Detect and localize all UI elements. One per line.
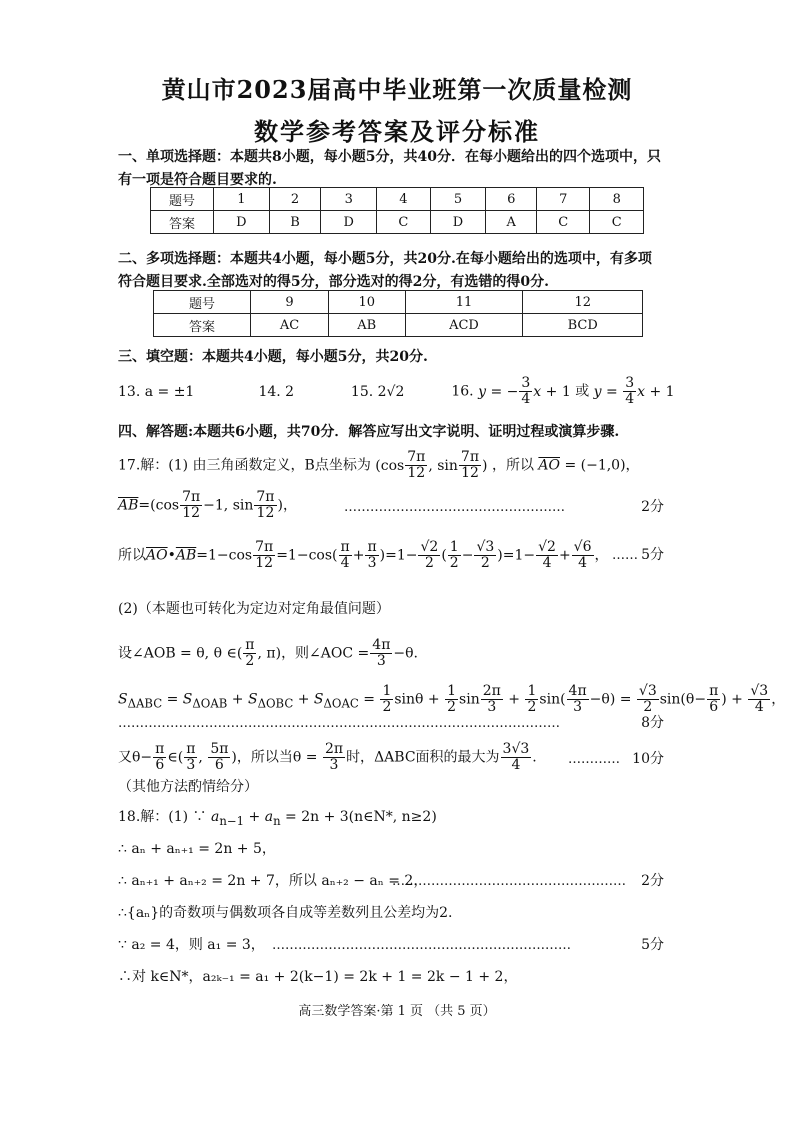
score-8: 8分 xyxy=(641,715,664,731)
page-footer: 高三数学答案·第 1 页 （共 5 页） xyxy=(298,1004,496,1019)
table-cell: C xyxy=(377,211,430,234)
answer-16-label: 16. xyxy=(451,383,474,400)
table-cell: D xyxy=(430,211,486,234)
section-2-heading-text: 二、多项选择题：本题共4小题，每小题5分，共20分.在每小题给出的选项中，有多项 xyxy=(118,251,652,267)
answer-15: 15. 2√2 xyxy=(350,383,405,400)
table-cell: 1 xyxy=(214,188,270,211)
section-2-heading-cont: 符合题目要求.全部选对的得5分，部分选对的得2分，有选错的得0分. xyxy=(118,274,549,290)
table-cell: 6 xyxy=(486,188,537,211)
problem-17-when: 时， xyxy=(346,749,375,766)
section-4-heading xyxy=(118,421,619,441)
dot-leader: …………………………………………… xyxy=(344,500,565,515)
section-1-answer-table xyxy=(150,187,644,234)
problem-18-line-4: ∴{aₙ}的奇数项与偶数项各自成等差数列且公差均为2. xyxy=(118,905,453,921)
problem-17-then: ，则∠AOC = xyxy=(281,645,370,662)
problem-17-other-methods: （其他方法酌情给分） xyxy=(118,779,258,795)
problem-18-intro: 18.解：(1) ∵ xyxy=(118,809,207,825)
problem-17-you: 又 xyxy=(118,749,132,766)
problem-18-line-6: ∴对 k∈N*，a₂ₖ₋₁ = a₁ + 2(k−1) = 2k + 1 = 2k − 1 + 2， xyxy=(118,969,518,985)
answer-16-expr-1: y = − $\frac{3}{4}$ x + 1 xyxy=(478,375,571,407)
problem-17-sowhen: ，所以当 xyxy=(236,749,293,766)
problem-17-line-1 xyxy=(118,450,640,481)
table-cell: BCD xyxy=(523,314,643,337)
problem-17-intro: 17.解：(1) 由三角函数定义，B点坐标为 xyxy=(118,457,371,474)
problem-17-line-7: 又θ− $\frac{\pi}{6}$ ∈( $\frac{\pi}{3}$ , $\frac{5\pi}{6}$ )，所以当θ = $\frac{2\pi}{3}$ 时，ΔABC面积的最大为 $\frac{3√3}{4}$ . xyxy=(118,741,537,773)
problem-18-line-1: 18.解：(1) ∵ $a_{n-1} + a_n = 2n$ + 3(n∈N*, n≥2) xyxy=(118,809,437,828)
table-cell: ACD xyxy=(405,314,523,337)
table-cell: 题号 xyxy=(154,291,251,314)
vector-ao-value: = (−1,0)， xyxy=(564,457,640,474)
answer-16-expr-2: y = $\frac{3}{4}$ x + 1 xyxy=(593,375,675,407)
point-b-coords: (cos $\frac{7\pi}{12}$ , sin $\frac{7\pi}{12}$ ) xyxy=(375,449,488,481)
table-cell: 5 xyxy=(430,188,486,211)
table-cell: 7 xyxy=(537,188,590,211)
score-5: 5分 xyxy=(641,547,664,563)
section-2-heading xyxy=(118,248,688,294)
table-cell: 题号 xyxy=(151,188,214,211)
table-cell: AB xyxy=(329,314,406,337)
dot-leader: …………………………………………………………… xyxy=(272,938,571,953)
dot-leader: …… xyxy=(612,548,638,563)
problem-17-area-formula: $S_{\Delta ABC} = S_{\Delta OAB} + S_{\Delta OBC} + S_{\Delta OAC}$ = $\frac{1}{2}$ sinθ + $\frac{1}{2}$ sin $\frac{2\pi}{3}$ + $\frac{1}{2}$ sin( $\frac{4\pi}{3}$ −θ) = $\frac{√3}{2}$ sin(θ− $\frac{\pi}{6}$ ) + $\frac{√3}{4}$ ， xyxy=(118,683,786,715)
table-cell: D xyxy=(321,211,377,234)
problem-18-line-5: ∵ a₂ = 4，则 a₁ = 3， xyxy=(118,937,265,953)
table-cell: 9 xyxy=(251,291,329,314)
table-cell: 10 xyxy=(329,291,406,314)
problem-17-line-2: $\overline{AB}=(\cos$ $\frac{7\pi}{12}$ −1, sin $\frac{7\pi}{12}$ )， xyxy=(118,489,297,521)
fill-in-answers xyxy=(118,376,675,407)
vector-ao: $\overline{AO}$ xyxy=(538,457,560,474)
problem-17-set: 设∠AOB = θ, θ ∈ xyxy=(118,645,237,662)
score-10: 10分 xyxy=(632,751,664,767)
problem-18-line-2: ∴ aₙ + aₙ₊₁ = 2n + 5， xyxy=(118,841,276,857)
table-row xyxy=(154,314,643,337)
dot-leader: ………………………………………………………………………………………… xyxy=(118,716,560,731)
section-3-heading xyxy=(118,346,428,366)
table-row xyxy=(154,291,643,314)
table-cell: 答案 xyxy=(151,211,214,234)
table-cell: B xyxy=(269,211,321,234)
score-2b: 2分 xyxy=(641,873,664,889)
table-cell: D xyxy=(214,211,270,234)
table-cell: 2 xyxy=(269,188,321,211)
problem-18-line-3: ∴ aₙ₊₁ + aₙ₊₂ = 2n + 7，所以 aₙ₊₂ − aₙ = 2， xyxy=(118,873,428,889)
table-row xyxy=(151,188,644,211)
score-2: 2分 xyxy=(641,499,664,515)
table-cell: C xyxy=(590,211,644,234)
answer-16-or: 或 xyxy=(575,383,590,400)
problem-17-so: ，所以 xyxy=(491,457,534,474)
table-cell: 11 xyxy=(405,291,523,314)
table-cell: AC xyxy=(251,314,329,337)
section-4-heading-text: 四、解答题:本题共6小题，共70分．解答应写出文字说明、证明过程或演算步骤. xyxy=(118,424,620,440)
table-cell: 答案 xyxy=(154,314,251,337)
answer-14: 14. 2 xyxy=(258,383,295,400)
document-title: 黄山市2023届高中毕业班第一次质量检测 xyxy=(161,75,633,104)
section-1-heading-cont: 有一项是符合题目要求的. xyxy=(118,172,277,188)
table-cell: A xyxy=(486,211,537,234)
answer-13: 13. a = ±1 xyxy=(118,383,195,400)
document-subtitle: 数学参考答案及评分标准 xyxy=(254,117,540,146)
problem-18-cond: = 2n + 3(n∈N*, n≥2) xyxy=(285,809,437,825)
table-cell: 12 xyxy=(523,291,643,314)
section-1-heading xyxy=(118,146,688,192)
table-cell: C xyxy=(537,211,590,234)
score-5b: 5分 xyxy=(641,937,664,953)
section-1-heading-text: 一、单项选择题：本题共8小题，每小题5分，共40分．在每小题给出的四个选项中，只 xyxy=(118,149,661,165)
table-cell: 3 xyxy=(321,188,377,211)
table-row xyxy=(151,211,644,234)
table-cell: 4 xyxy=(377,188,430,211)
dot-leader: ……………………………………………… xyxy=(392,874,626,889)
problem-17-suoyi: 所以 xyxy=(118,547,146,564)
dot-leader: ………… xyxy=(568,752,620,767)
table-cell: 8 xyxy=(590,188,644,211)
problem-17-part-2: (2)（本题也可转化为定边对定角最值问题） xyxy=(118,601,390,617)
problem-17-line-5: 设∠AOB = θ, θ ∈( $\frac{\pi}{2}$ , π)，则∠AOC = $\frac{4\pi}{3}$ −θ. xyxy=(118,637,418,669)
section-2-answer-table xyxy=(153,290,643,337)
problem-17-max: ΔABC面积的最大为 xyxy=(374,749,500,766)
vector-ab: $\overline{AB}$ xyxy=(118,497,139,514)
section-3-heading-text: 三、填空题：本题共4小题，每小题5分，共20分. xyxy=(118,349,428,365)
problem-17-line-3: 所以$\overline{AO}•\overline{AB}=1-\cos$ $\frac{7\pi}{12}$ =1−cos( $\frac{\pi}{4}$ + $\frac{\pi}{3}$ )=1− $\frac{√2}{2}$ ( $\frac{1}{2}$ − $\frac{√3}{2}$ )=1− $\frac{√2}{4}$ + $\frac{√6}{4}$ ， xyxy=(118,539,609,571)
